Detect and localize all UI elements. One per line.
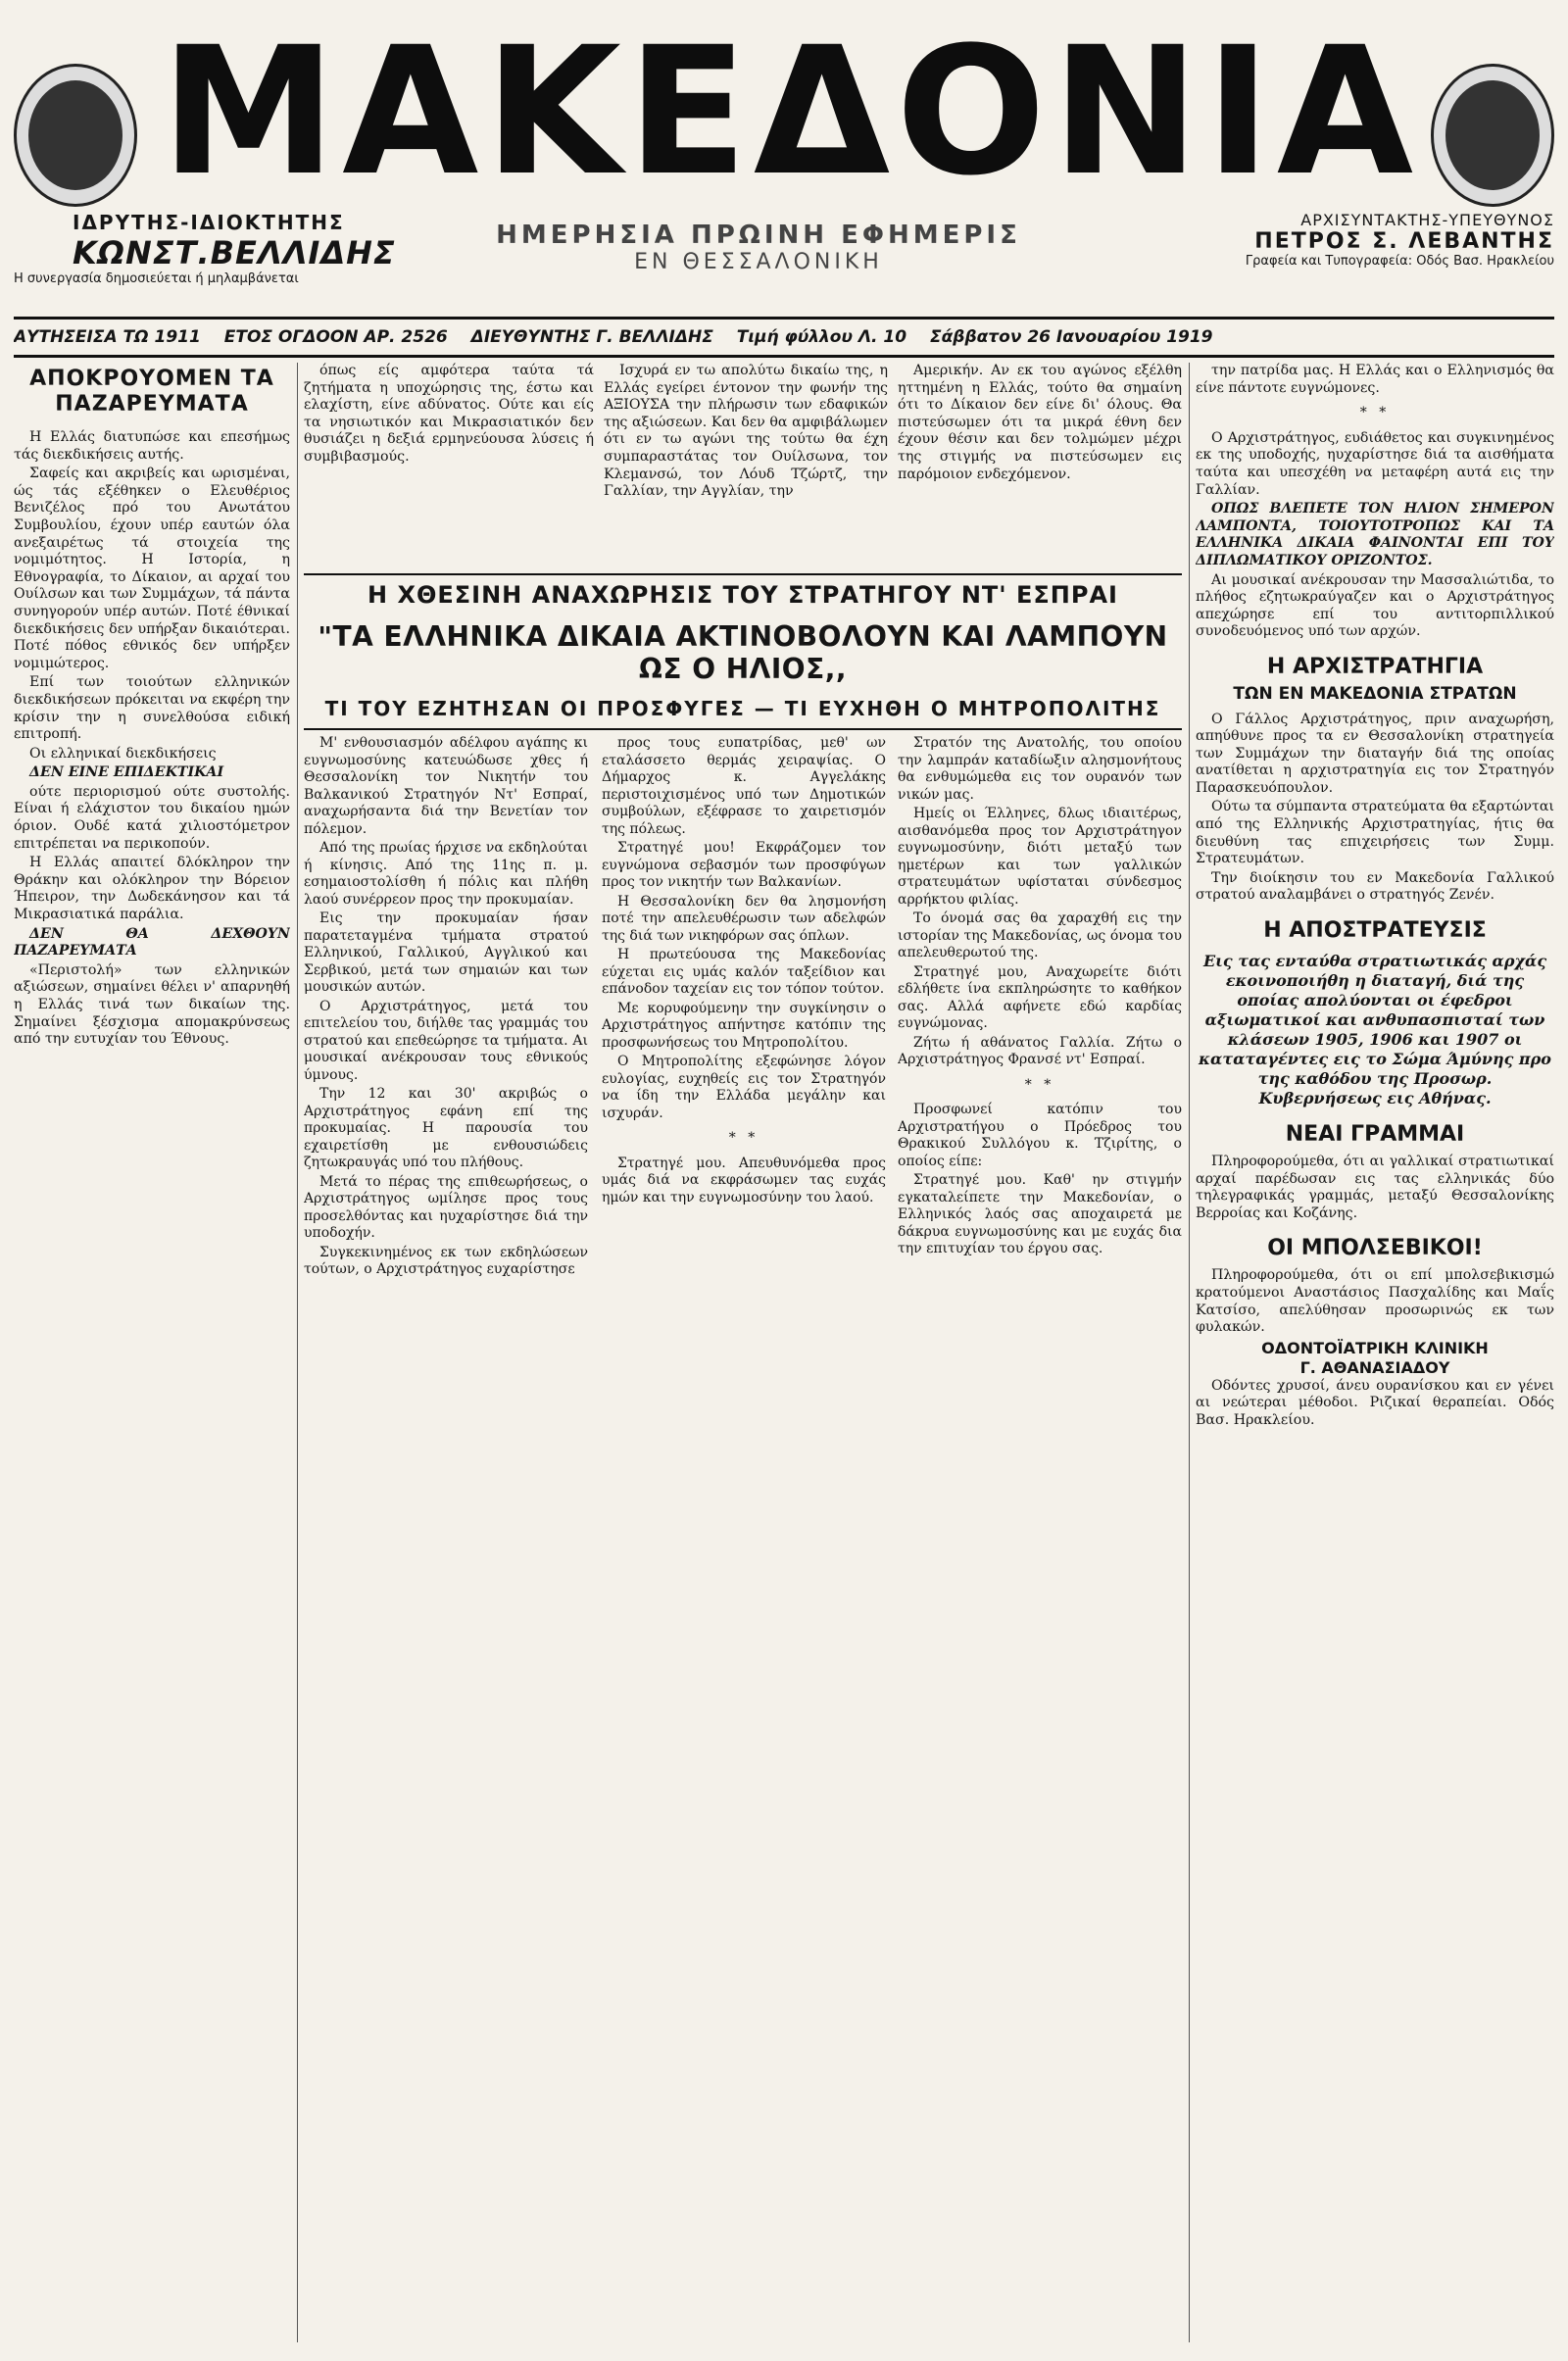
column-4	[898, 363, 1182, 539]
article-paragraph: Οι ελληνικαί διεκδικήσεις	[29, 745, 217, 762]
article-paragraph: Σαφείς και ακριβείς και ωρισμέναι, ώς τάς εξέθηκεν ο Ελευθέριος Βενιζέλος πρό του Ανωτάτου Συμβουλίου, έχουν υπέρ εαυτών όλα ανεξαιρέτως τά στοιχεία της νομιμότητος. Η Ιστορία, η Εθνογραφία, το Δίκαιον, αι αρχαί του Ουίλσων και των Συμμάχων, τά πάντα συνηγορούν υπέρ αυτών. Ποτέ έθνικαί διεκδικήσεις δεν υπήρξαν δικαιότεραι. Ποτέ πόθος εθνικός δεν υπήρξεν νομιμώτερος.	[14, 466, 290, 671]
dateline-date: Σάββατον 26 Ιανουαρίου 1919	[929, 327, 1213, 347]
section-separator: * *	[1024, 1076, 1055, 1093]
editor-note: Γραφεία και Τυπογραφεία: Οδός Βασ. Ηρακλείου	[1245, 254, 1554, 269]
section-heading: ΝΕΑΙ ΓΡΑΜΜΑΙ	[1285, 1122, 1465, 1148]
dateline-price: Τιμή φύλλου Λ. 10	[736, 327, 907, 347]
article-paragraph: προς τους ευπατρίδας, μεθ' ων εταλάσσετο θερμάς χειραψίας. Ο Δήμαρχος κ. Αγγελάκης περιστοιχισμένος υπό των Δημοτικών συμβούλων, εξέφρασε το χαιρετισμόν της πόλεως.	[602, 735, 886, 837]
dateline-issue: ΕΤΟΣ ΟΓΔΟΟΝ ΑΡ. 2526	[223, 327, 448, 347]
article-paragraph: Μ' ενθουσιασμόν αδέλφου αγάπης κι ευγνωμοσύνης κατευώδωσε χθες ή Θεσσαλονίκη τον Νικητήν του Βαλκανικού Στρατηγόν Ντ' Εσπραί, αναχωρήσαντα διά την Βενετίαν τον πόλεμον.	[304, 735, 588, 837]
article-paragraph: Η Θεσσαλονίκη δεν θα λησμονήση ποτέ την απελευθέρωσιν των αδελφών της διά των νικηφόρων σας όπλων.	[602, 893, 886, 944]
section-subheading: ΤΩΝ ΕΝ ΜΑΚΕΔΟΝΙΑ ΣΤΡΑΤΩΝ	[1233, 683, 1517, 704]
masthead	[14, 10, 1554, 215]
article-paragraph: ούτε περιορισμού ούτε συστολής. Είναι ή ελάχιστον του δικαίου ημών όριον. Ουδέ κατά χιλιοστόμετρον επιτρέπεται να περικοπούν.	[14, 783, 290, 852]
article-paragraph: Ο Μητροπολίτης εξεφώνησε λόγον ευλογίας, ευχηθείς εις τον Στρατηγόν να ίδη την Ελλάδα μεγάλην και ισχυράν.	[602, 1054, 886, 1121]
article-paragraph: Την διοίκησιν του εν Μακεδονία Γαλλικού στρατού αναλαμβάνει ο στρατηγός Ζενέν.	[1196, 869, 1554, 904]
article-paragraph: Η Ελλάς διατυπώσε και επεσήμως τάς διεκδικήσεις αυτής.	[14, 429, 290, 463]
ad-title: ΟΔΟΝΤΟΪΑΤΡΙΚΗ ΚΛΙΝΙΚΗ	[1261, 1338, 1489, 1357]
founder-label: ΙΔΡΥΤΗΣ-ΙΔΙΟΚΤΗΤΗΣ	[73, 211, 345, 234]
article-paragraph: Στρατηγέ μου! Εκφράζομεν τον ευγνώμονα σεβασμόν των προσφύγων προς τον νικητήν των Βαλκανίων.	[602, 840, 886, 890]
article-emphasis: ΟΠΩΣ ΒΛΕΠΕΤΕ ΤΟΝ ΗΛΙΟΝ ΣΗΜΕΡΟΝ ΛΑΜΠΟΝΤΑ, ΤΟΙΟΥΤΟΤΡΟΠΩΣ ΚΑΙ ΤΑ ΕΛΛΗΝΙΚΑ ΔΙΚΑΙΑ ΦΑΙΝΟΝΤΑΙ ΕΠΙ ΤΟΥ ΔΙΠΛΩΜΑΤΙΚΟΥ ΟΡΙΖΟΝΤΟΣ.	[1196, 501, 1554, 568]
article-paragraph: Στρατηγέ μου. Καθ' ην στιγμήν εγκαταλείπετε την Μακεδονίαν, ο Ελληνικός λαός σας αποχαιρετά με δάκρυα ευγνωμοσύνης και με ευχάς δια την επιτυχίαν του έργου σας.	[898, 1172, 1182, 1256]
article-paragraph: Ο Αρχιστράτηγος, ευδιάθετος και συγκινημένος εκ της υποδοχής, ηυχαρίστησε διά τα αισθήματα ταύτα και υπεσχέθη να μεταφέρη αυτά εις την Γαλλίαν.	[1196, 429, 1554, 498]
lower-column-a	[304, 735, 588, 2342]
editor-name: ΠΕΤΡΟΣ Σ. ΛΕΒΑΝΤΗΣ	[1254, 229, 1554, 254]
article-emphasis: ΔΕΝ ΕΙΝΕ ΕΠΙΔΕΚΤΙΚΑΙ	[29, 764, 224, 781]
column-3	[604, 363, 888, 539]
daily-line-1: ΗΜΕΡΗΣΙΑ ΠΡΩΙΝΗ ΕΦΗΜΕΡΙΣ	[496, 221, 1021, 250]
article-paragraph: Στρατηγέ μου. Απευθυνόμεθα προς υμάς διά να εκφράσωμεν τας ευχάς ημών και την ευγνωμοσύνην του λαού.	[602, 1155, 886, 1205]
dateline-founded: ΑΥΤΗΣΕΙΣΑ ΤΩ 1911	[14, 327, 201, 347]
article-paragraph: Αμερικήν. Αν εκ του αγώνος εξέλθη ηττημένη η Ελλάς, τούτο θα σημαίνη ότι το Δίκαιον δεν είνε δι' όλους. Θα πιστεύσωμεν ότι τα μικρά έθνη δεν έχουν θέσιν και δεν τολμώμεν μέχρι της στιγμής να πιστεύσωμεν εις παρόμοιον ενδεχόμενον.	[898, 363, 1182, 482]
column-rule	[297, 363, 298, 2342]
section-heading: Η ΑΡΧΙΣΤΡΑΤΗΓΙΑ	[1266, 654, 1484, 679]
article-paragraph: Στρατηγέ μου, Αναχωρείτε διότι εδλήθετε ίνα εκπληρώσητε το καθήκον σας. Αλλά αφήνετε εδώ καρδίας ευγνώμονας.	[898, 963, 1182, 1031]
column-1	[14, 363, 290, 2342]
article-paragraph: Ισχυρά εν τω απολύτω δικαίω της, η Ελλάς εγείρει έντονον την φωνήν της ΑΞΙΟΥΣΑ την πλήρωσιν των εδαφικών της αξιώσεων. Και δεν θα αμφιβάλωμεν ότι εν τω αγώνι της τούτω θα έχη συμπαραστάτας τον Ουίλσωνα, τον Κλεμανσώ, τον Λόυδ Τζώρτζ, την Γαλλίαν, την Αγγλίαν, την	[604, 363, 888, 500]
article-paragraph: Ο Γάλλος Αρχιστράτηγος, πριν αναχωρήση, απηύθυνε προς τα εν Θεσσαλονίκη στρατηγεία των Συμμάχων την διαταγήν διά της οποίας ανατίθεται η αρχιστρατηγία εις τον Στρατηγόν Παρασκευόπουλον.	[1196, 711, 1554, 796]
column-2	[304, 363, 594, 539]
article-paragraph: Πληροφορούμεθα, ότι αι γαλλικαί στρατιωτικαί αρχαί παρέδωσαν εις τας ελληνικάς δύο τηλεγραφικάς γραμμάς, μεταξύ Θεσσαλονίκης Βερροίας και Κοζάνης.	[1196, 1154, 1554, 1221]
daily-block	[445, 221, 1072, 299]
column-5	[1196, 363, 1554, 2342]
main-headline-banner	[304, 573, 1182, 730]
article-paragraph: Εις την προκυμαίαν ήσαν παρατεταγμένα τμήματα στρατού Ελληνικού, Γαλλικού, Αγγλικού και Σερβικού, μετά των σημαιών και των μουσικών αυτών.	[304, 910, 588, 995]
left-emblem-icon	[14, 64, 137, 207]
notice-text: Εις τας ενταύθα στρατιωτικάς αρχάς εκοινοποιήθη η διαταγή, διά της οποίας απολύονται οι έφεδροι αξιωματικοί και ανθυπασπισταί των κλάσεων 1905, 1906 και 1907 οι καταταγέντες εις το Σώμα Άμύνης προ της καθόδου της Προσωρ. Κυβερνήσεως εις Αθήνας.	[1199, 952, 1551, 1108]
article-paragraph: την πατρίδα μας. Η Ελλάς και ο Ελληνισμός θα είνε πάντοτε ευγνώμονες.	[1196, 363, 1554, 396]
dateline	[14, 317, 1554, 358]
founder-block	[14, 211, 425, 286]
lower-column-c	[898, 735, 1182, 2342]
banner-line-3: ΤΙ ΤΟΥ ΕΖΗΤΗΣΑΝ ΟΙ ΠΡΟΣΦΥΓΕΣ — ΤΙ ΕΥΧΗΘΗ Ο ΜΗΤΡΟΠΟΛΙΤΗΣ	[304, 697, 1182, 730]
section-heading: ΟΙ ΜΠΟΛΣΕΒΙΚΟΙ!	[1267, 1236, 1483, 1261]
article-paragraph: «Περιστολή» των ελληνικών αξιώσεων, σημαίνει θέλει ν' απαρνηθή η Ελλάς τινά των δικαίων της. Σημαίνει ξέσχισμα απομακρύνσεως από την ευτυχίαν του Έθνους.	[14, 961, 290, 1048]
article-paragraph: Ζήτω ή αθάνατος Γαλλία. Ζήτω ο Αρχιστράτηγος Φρανσέ ντ' Εσπραί.	[898, 1034, 1182, 1067]
founder-note: Η συνεργασία δημοσιεύεται ή μηλαμβάνεται	[14, 271, 299, 286]
right-emblem-icon	[1431, 64, 1554, 207]
newspaper-page	[14, 10, 1554, 2352]
ad-subtitle: Γ. ΑΘΑΝΑΣΙΑΔΟΥ	[1299, 1357, 1450, 1377]
daily-line-2: ΕΝ ΘΕΣΣΑΛΟΝΙΚΗ	[634, 250, 883, 274]
article-headline: ΑΠΟΚΡΟΥΟΜΕΝ ΤΑ ΠΑΖΑΡΕΥΜΑΤΑ	[29, 367, 274, 417]
article-paragraph: Πληροφορούμεθα, ότι οι επί μπολσεβικισμώ κρατούμενοι Αναστάσιος Πασχαλίδης και Μαΐς Κατσίσο, απελύθησαν προσωρινώς εκ των φυλακών.	[1196, 1267, 1554, 1336]
ad-text: Οδόντες χρυσοί, άνευ ουρανίσκου και εν γένει αι νεώτεραι μέθοδοι. Ριζικαί θεραπείαι. Οδός Βασ. Ηρακλείου.	[1196, 1377, 1554, 1428]
article-paragraph: όπως είς αμφότερα ταύτα τά ζητήματα η υποχώρησις της, έστω και ελαχίστη, είνε αδύνατος. Ούτε και είς τα νησιωτικόν και Μικρασιατικόν δεν θυσιάζει η δεξιά ερμηνεύουσα λύσεις ή συμβιβασμούς.	[304, 363, 594, 465]
article-paragraph: Επί των τοιούτων ελληνικών διεκδικήσεων πρόκειται να εκφέρη την κρίσιν την η συνελθούσα ειδική επιτροπή.	[14, 674, 290, 743]
lower-column-b	[602, 735, 886, 2342]
article-paragraph: Αι μουσικαί ανέκρουσαν την Μασσαλιώτιδα, το πλήθος εζητωκραύγαζεν και ο Αρχιστράτηγος απεχώρησε επί του αντιτορπιλλικού συνοδευόμενος υπό των αρχών.	[1196, 571, 1554, 640]
section-separator: * *	[1359, 405, 1391, 421]
article-paragraph: Ημείς οι Έλληνες, δλως ιδιαιτέρως, αισθανόμεθα προς τον Αρχιστράτηγον ευγνωμοσύνην, διότι μεταξύ των ημετέρων και των γαλλικών στρατευμάτων υφίσταται σύνδεσμος αρρήκτου φιλίας.	[898, 806, 1182, 908]
article-paragraph: Η πρωτεύουσα της Μακεδονίας εύχεται εις υμάς καλόν ταξείδιον και επάνοδον ταχείαν εις τον τόπον τούτον.	[602, 947, 886, 997]
article-paragraph: Συγκεκινημένος εκ των εκδηλώσεων τούτων, ο Αρχιστράτηγος ευχαρίστησε	[304, 1244, 588, 1277]
editor-label: ΑΡΧΙΣΥΝΤΑΚΤΗΣ-ΥΠΕΥΘΥΝΟΣ	[1300, 211, 1554, 229]
article-paragraph: Μετά το πέρας της επιθεωρήσεως, ο Αρχιστράτηγος ωμίλησε προς τους προσελθόντας και ηυχαρίστησε διά την υποδοχήν.	[304, 1173, 588, 1241]
editor-block	[1103, 211, 1554, 269]
article-paragraph: Στρατόν της Ανατολής, του οποίου την λαμπράν καταδίωξιν αλησμονήτους θα ενθυμώμεθα εις τον ουρανόν των νικών μας.	[898, 735, 1182, 803]
article-paragraph: Ούτω τα σύμπαντα στρατεύματα θα εξαρτώνται από της Ελληνικής Αρχιστρατηγίας, ήτις θα διευθύνη τας επιχειρήσεις των Συμμ. Στρατευμάτων.	[1196, 799, 1554, 867]
banner-line-1: Η ΧΘΕΣΙΝΗ ΑΝΑΧΩΡΗΣΙΣ ΤΟΥ ΣΤΡΑΤΗΓΟΥ ΝΤ' ΕΣΠΡΑΙ	[304, 573, 1182, 609]
section-heading: Η ΑΠΟΣΤΡΑΤΕΥΣΙΣ	[1263, 918, 1487, 944]
column-rule	[1189, 363, 1190, 2342]
article-paragraph: Με κορυφούμενην την συγκίνησιν ο Αρχιστράτηγος απήντησε κατόπιν της προσφωνήσεως του Μητροπολίτου.	[602, 1000, 886, 1051]
article-paragraph: Ο Αρχιστράτηγος, μετά του επιτελείου του, διήλθε τας γραμμάς του στρατού και επεθεώρησε τα τμήματα. Αι μουσικαί ανέκρουσαν τους εθνικούς ύμνους.	[304, 998, 588, 1083]
founder-name: ΚΩΝΣΤ.ΒΕΛΛΙΔΗΣ	[73, 234, 396, 271]
article-paragraph: Η Ελλάς απαιτεί δλόκληρον την Θράκην και ολόκληρον την Βόρειον Ήπειρον, την Δωδεκάνησον και τά Μικρασιατικά παράλια.	[14, 855, 290, 923]
article-paragraph: Από της πρωίας ήρχισε να εκδηλούται ή κίνησις. Από της 11ης π. μ. εσημαιοστολίσθη ή πόλις και πλήθη λαού συνέρρεον προς την προκυμαίαν.	[304, 840, 588, 908]
article-paragraph: Την 12 και 30' ακριβώς ο Αρχιστράτηγος εφάνη επί της προκυμαίας. Η παρουσία του εχαιρετίσθη με ενθουσιώδεις ζητωκραυγάς υπό του πλήθους.	[304, 1086, 588, 1170]
newspaper-title: ΜΑΚΕΔΟΝΙΑ	[161, 10, 1420, 215]
section-separator: * *	[728, 1130, 760, 1146]
article-emphasis: ΔΕΝ ΘΑ ΔΕΧΘΟΥΝ ΠΑΖΑΡΕΥΜΑΤΑ	[14, 925, 290, 959]
article-paragraph: Προσφωνεί κατόπιν του Αρχιστρατήγου ο Πρόεδρος του Θρακικού Συλλόγου κ. Τζιρίτης, ο οποίος είπε:	[898, 1102, 1182, 1169]
article-paragraph: Το όνομά σας θα χαραχθή εις την ιστορίαν της Μακεδονίας, ως όνομα του απελευθερωτού της.	[898, 910, 1182, 960]
banner-line-2: "ΤΑ ΕΛΛΗΝΙΚΑ ΔΙΚΑΙΑ ΑΚΤΙΝΟΒΟΛΟΥΝ ΚΑΙ ΛΑΜΠΟΥΝ ΩΣ Ο ΗΛΙΟΣ,,	[318, 620, 1168, 685]
dateline-director: ΔΙΕΥΘΥΝΤΗΣ Γ. ΒΕΛΛΙΔΗΣ	[470, 327, 713, 347]
masthead-subrow	[14, 211, 1554, 309]
